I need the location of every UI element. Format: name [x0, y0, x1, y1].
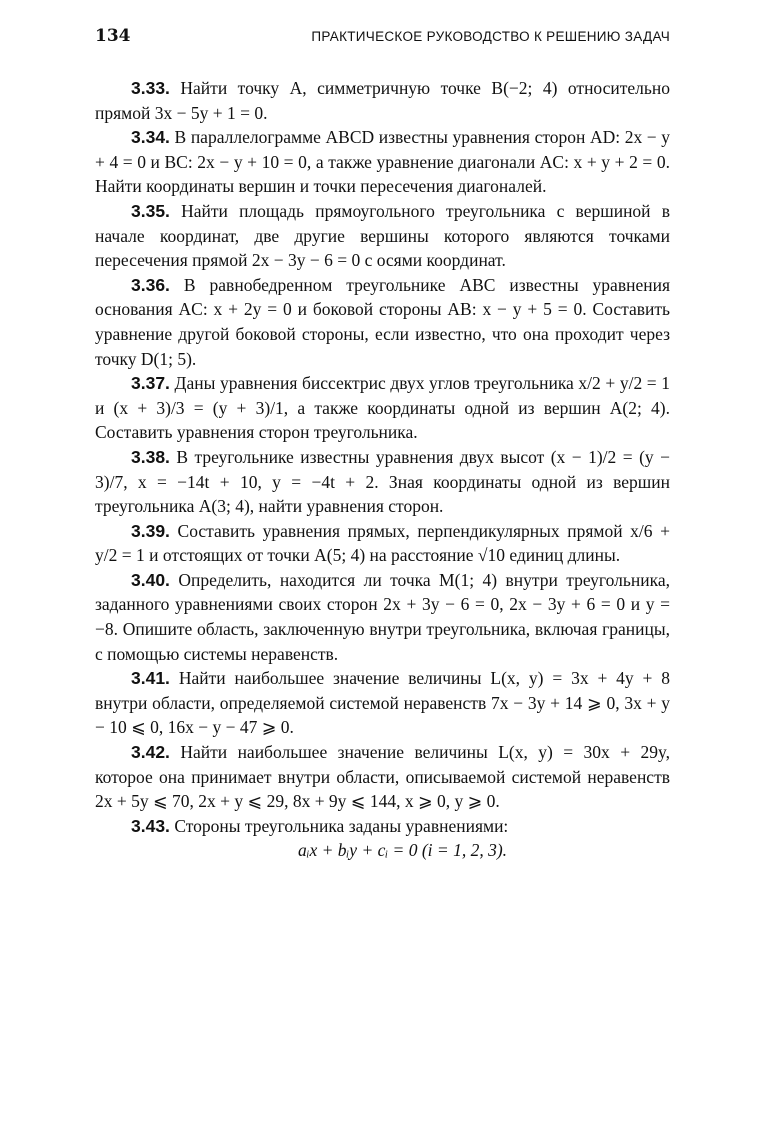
problem-3-41 — [95, 666, 670, 740]
problem-text: Найти наибольшее значение величины L(x, y) = 3x + 4y + 8 внутри области, определяемой системой неравенств 7x − 3y + 14 ⩾ 0, 3x + y − 10 ⩽ 0, 16x − y − 47 ⩾ 0. — [95, 668, 671, 738]
problem-text: Стороны треугольника заданы уравнениями: — [174, 815, 509, 836]
page-number: 134 — [95, 26, 131, 46]
problem-number: 3.40. — [131, 569, 170, 590]
problem-3-33 — [95, 76, 670, 125]
problem-number: 3.38. — [131, 446, 170, 467]
problem-text: В равнобедренном треугольнике ABC известны уравнения основания AC: x + 2y = 0 и боковой стороны AB: x − y + 5 = 0. Составить уравнение другой боковой стороны, если известно, что она проходит через точку D(1; 5). — [95, 274, 670, 369]
problem-number: 3.42. — [131, 742, 170, 763]
problem-text: Даны уравнения биссектрис двух углов треугольника x/2 + y/2 = 1 и (x + 3)/3 = (y + 3)/1, а также координаты одной из вершин A(2; 4). Составить уравнения сторон треугольника. — [95, 373, 670, 443]
problem-text: Найти наибольшее значение величины L(x, y) = 30x + 29y, которое она принимает внутри области, описываемой системой неравенств 2x + 5y ⩽ 70, 2x + y ⩽ 29, 8x + 9y ⩽ 144, x ⩾ 0, y ⩾ 0. — [95, 742, 670, 812]
problem-number: 3.39. — [131, 520, 170, 541]
problem-text: Определить, находится ли точка M(1; 4) внутри треугольника, заданного уравнениями своих сторон 2x + 3y − 6 = 0, 2x − 3y + 6 = 0 и y = −8. Опишите область, заключенную внутри треугольника, включая границы, с помощью системы неравенств. — [95, 569, 670, 664]
problem-3-38 — [95, 445, 670, 519]
running-title: ПРАКТИЧЕСКОЕ РУКОВОДСТВО К РЕШЕНИЮ ЗАДАЧ — [311, 29, 670, 44]
problem-number: 3.41. — [131, 668, 170, 689]
problem-text: Найти точку A, симметричную точке B(−2; 4) относительно прямой 3x − 5y + 1 = 0. — [95, 78, 670, 123]
display-formula: aᵢx + bᵢy + cᵢ = 0 (i = 1, 2, 3). — [297, 840, 508, 861]
page-header — [95, 26, 670, 60]
problem-number: 3.37. — [131, 373, 170, 394]
problem-number: 3.43. — [131, 815, 170, 836]
problem-number: 3.35. — [131, 200, 170, 221]
problem-3-36 — [95, 273, 670, 371]
problem-text: В треугольнике известны уравнения двух высот (x − 1)/2 = (y − 3)/7, x = −14t + 10, y = −4t + 2. Зная координаты одной из вершин треугольника A(3; 4), найти уравнения сторон. — [95, 446, 670, 517]
problem-3-37 — [95, 371, 670, 445]
problem-3-43 — [95, 814, 670, 839]
page — [95, 26, 670, 863]
problem-3-35 — [95, 199, 670, 273]
problem-text: Найти площадь прямоугольного треугольника с вершиной в начале координат, две другие вершины которого являются точками пересечения прямой 2x − 3y − 6 = 0 с осями координат. — [95, 200, 670, 271]
problem-3-40 — [95, 568, 670, 666]
problem-3-39 — [95, 519, 670, 568]
problem-3-34 — [95, 125, 670, 199]
problem-3-42 — [95, 740, 670, 814]
problem-number: 3.33. — [131, 78, 170, 98]
problem-number: 3.34. — [131, 127, 170, 148]
problem-text: Составить уравнения прямых, перпендикулярных прямой x/6 + y/2 = 1 и отстоящих от точки A(5; 4) на расстояние √10 единиц длины. — [95, 520, 671, 566]
problem-number: 3.36. — [131, 274, 170, 295]
problem-list — [95, 76, 670, 863]
problem-text: В параллелограмме ABCD известны уравнения сторон AD: 2x − y + 4 = 0 и BC: 2x − y + 10 = 0, а также уравнение диагонали AC: x + y + 2 = 0. Найти координаты вершин и точки пересечения диагоналей. — [95, 127, 671, 197]
